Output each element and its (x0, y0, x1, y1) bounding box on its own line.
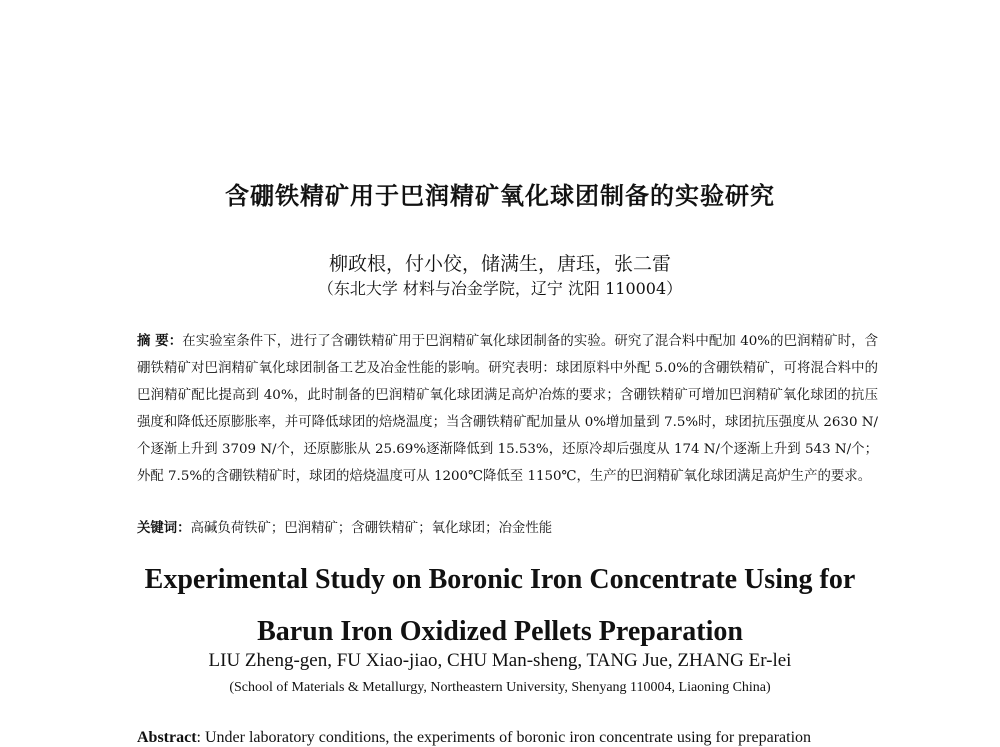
abstract-chinese-text: 在实验室条件下，进行了含硼铁精矿用于巴润精矿氧化球团制备的实验。研究了混合料中配加 40%的巴润精矿时，含硼铁精矿对巴润精矿氧化球团制备工艺及冶金性能的影响。研究表明：球团原料中外配 5.0%的含硼铁精矿，可将混合料中的巴润精矿配比提高到 40%，此时制备的巴润精矿氧化球团满足高炉冶炼的要求；含硼铁精矿可增加巴润精矿氧化球团的抗压强度和降低还原膨胀率，并可降低球团的焙烧温度；当含硼铁精矿配加量从 0%增加量到 7.5%时，球团抗压强度从 2630 N/个逐渐上升到 3709 N/个，还原膨胀从 25.69%逐渐降低到 15.53%，还原冷却后强度从 174 N/个逐渐上升到 543 N/个；外配 7.5%的含硼铁精矿时，球团的焙烧温度可从 1200℃降低至 1150℃，生产的巴润精矿氧化球团满足高炉生产的要求。 (137, 334, 878, 484)
abstract-chinese-label: 摘 要： (137, 334, 183, 349)
keywords-chinese-label: 关键词： (137, 521, 191, 536)
title-english-line-1: Experimental Study on Boronic Iron Concentrate Using for (144, 564, 856, 595)
abstract-chinese (137, 328, 878, 490)
abstract-english-text: : Under laboratory conditions, the experiments of boronic iron concentrate using for preparation (196, 729, 812, 746)
keywords-chinese-text: 高碱负荷铁矿；巴润精矿；含硼铁精矿；氧化球团；冶金性能 (190, 521, 553, 536)
affiliation-english: (School of Materials & Metallurgy, Northeastern University, Shenyang 110004, Liaoning China) (229, 680, 771, 695)
authors-chinese: 柳政根，付小佼，储满生，唐珏，张二雷 (328, 253, 671, 275)
title-chinese: 含硼铁精矿用于巴润精矿氧化球团制备的实验研究 (225, 182, 775, 210)
title-english-line-2: Barun Iron Oxidized Pellets Preparation (257, 616, 743, 647)
authors-english: LIU Zheng-gen, FU Xiao-jiao, CHU Man-sheng, TANG Jue, ZHANG Er-lei (208, 650, 792, 671)
affiliation-chinese: （东北大学 材料与冶金学院，辽宁 沈阳 110004） (317, 279, 683, 298)
abstract-english (137, 729, 878, 747)
abstract-english-label: Abstract (137, 729, 197, 746)
title-english (0, 554, 1000, 658)
keywords-chinese (137, 517, 878, 536)
